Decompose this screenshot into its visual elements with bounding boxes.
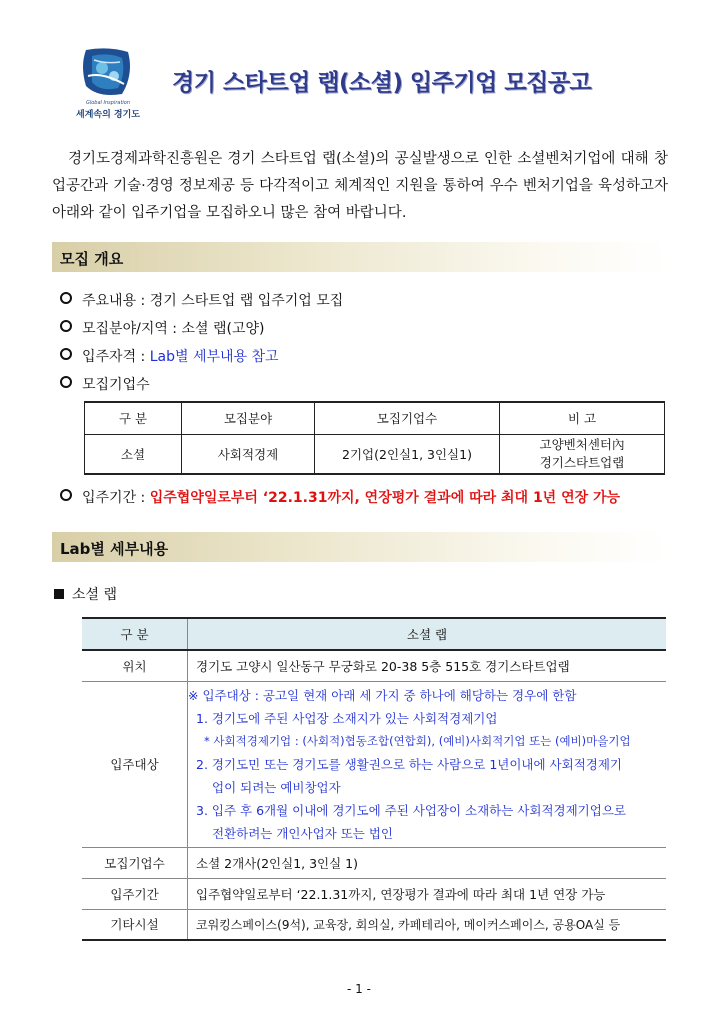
target-line: * 사회적경제기업 : (사회적)협동조합(연합회), (예비)사회적기업 또는 (예비)마을기업 [204,733,631,748]
intro-paragraph [52,146,668,227]
target-line: 3. 입주 후 6개월 이내에 경기도에 주된 사업장이 소재하는 사회적경제기업으로 [196,802,626,818]
circle-bullet-icon [60,376,72,388]
bullet-eligibility: 입주자격 : Lab별 세부내용 참고 [60,346,279,366]
table-header: 소셜 랩 [188,618,667,650]
bullet-period: 입주기간 : 입주협약일로부터 ‘22.1.31까지, 연장평가 결과에 따라 최대 1년 연장 가능 [60,487,620,507]
row-value-facilities: 코워킹스페이스(9석), 교육장, 회의실, 카페테리아, 메이커스페이스, 공용OA실 등 [188,909,667,940]
row-value-count: 소셜 2개사(2인실1, 3인실 1) [188,847,667,878]
social-lab-detail-table [82,617,666,941]
target-line: 2. 경기도민 또는 경기도를 생활권으로 하는 사람으로 1년이내에 사회적경제기 [196,756,622,772]
page-title: 경기 스타트업 랩(소셜) 입주기업 모집공고 [172,70,592,96]
row-key-target: 입주대상 [82,681,188,847]
row-key-location: 위치 [82,650,188,681]
section-lab-details-title: Lab별 세부내용 [60,540,169,558]
sub-heading-social-lab: 소셜 랩 [54,584,117,604]
target-line: 1. 경기도에 주된 사업장 소재지가 있는 사회적경제기업 [196,710,498,726]
page-number: - 1 - [347,982,371,996]
table-header: 모집기업수 [315,402,500,434]
table-header: 모집분야 [182,402,315,434]
bullet-field-region: 모집분야/지역 : 소셜 랩(고양) [60,318,264,338]
logo-tagline: Global Inspiration [85,100,131,106]
target-line: 업이 되려는 예비창업자 [212,779,341,795]
circle-bullet-icon [60,292,72,304]
table-cell: 소셜 [85,434,182,474]
circle-bullet-icon [60,348,72,360]
intro-text: 경기도경제과학진흥원은 경기 스타트업 랩(소셜)의 공실발생으로 인한 소셜벤처기업에 대해 창업공간과 기술·경영 정보제공 등 다각적이고 체계적인 지원을 통하여 우수 벤처기업을 육성하고자 아래와 같이 입주기업을 모집하오니 많은 참여 바랍니다. [52,151,668,221]
row-key-period: 입주기간 [82,878,188,909]
target-line: 전환하려는 개인사업자 또는 법인 [212,825,393,841]
square-bullet-icon [54,589,64,599]
row-value-target [188,681,667,847]
circle-bullet-icon [60,320,72,332]
table-cell-note: 고양벤처센터內 경기스타트업랩 [500,434,665,474]
recruitment-summary-table [84,401,665,475]
gyeonggi-emblem-icon [78,46,136,98]
table-header: 비 고 [500,402,665,434]
section-overview-title: 모집 개요 [60,250,124,268]
period-value: 입주협약일로부터 ‘22.1.31까지, 연장평가 결과에 따라 최대 1년 연장 가능 [149,490,621,506]
table-cell: 사회적경제 [182,434,315,474]
row-value-location: 경기도 고양시 일산동구 무궁화로 20-38 5층 515호 경기스타트업랩 [188,650,667,681]
bullet-main-content: 주요내용 : 경기 스타트업 랩 입주기업 모집 [60,290,343,310]
table-header: 구 분 [82,618,188,650]
row-value-period: 입주협약일로부터 ‘22.1.31까지, 연장평가 결과에 따라 최대 1년 연장 가능 [188,878,667,909]
section-overview-header [52,242,668,272]
table-header: 구 분 [85,402,182,434]
row-key-facilities: 기타시설 [82,909,188,940]
row-key-count: 모집기업수 [82,847,188,878]
gyeonggi-logo [73,46,143,120]
target-line: ※ 입주대상 : 공고일 현재 아래 세 가지 중 하나에 해당하는 경우에 한함 [188,687,577,703]
table-cell: 2기업(2인실1, 3인실1) [315,434,500,474]
eligibility-value: Lab별 세부내용 참고 [149,349,279,365]
section-lab-details-header [52,532,668,562]
circle-bullet-icon [60,489,72,501]
logo-name: 세계속의 경기도 [76,110,140,120]
bullet-company-count: 모집기업수 [60,374,150,394]
